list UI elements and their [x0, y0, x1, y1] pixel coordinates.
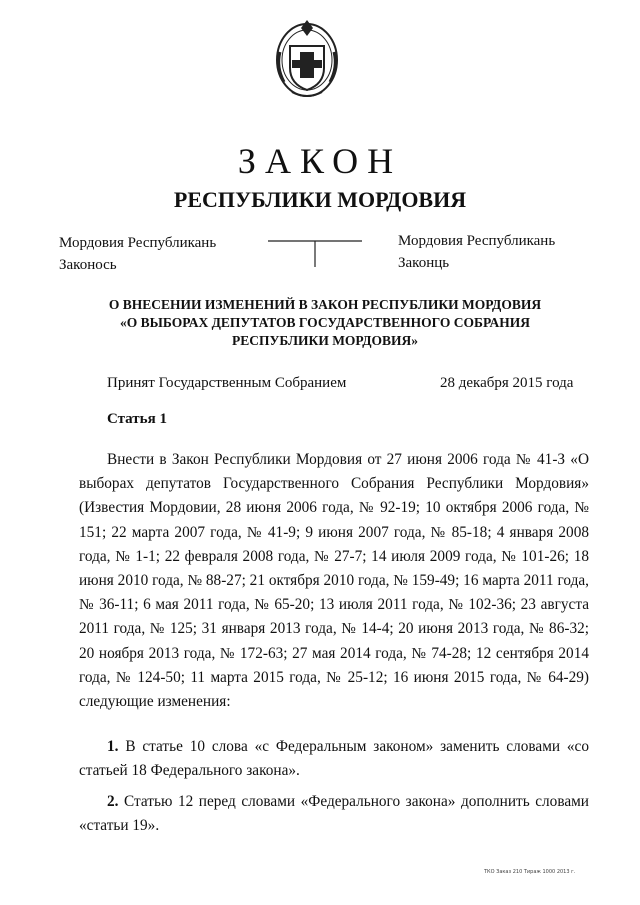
erzya-line-1: Мордовия Республикань [398, 233, 556, 249]
item-text: В статье 10 слова «с Федеральным законом» заменить словами «со статьей 18 Федерального закона». [79, 738, 589, 779]
adopted-date: 28 декабря 2015 года [440, 375, 574, 391]
title-divider [268, 240, 362, 268]
law-heading [90, 296, 560, 350]
item-number: 2. [107, 793, 119, 810]
coat-of-arms-icon [272, 12, 342, 102]
item-text: Статью 12 перед словами «Федерального закона» дополнить словами «статьи 19». [79, 793, 589, 834]
article-title: Статья 1 [107, 411, 167, 427]
adopted-label: Принят Государственным Собранием [107, 375, 347, 391]
article-item [79, 735, 589, 783]
article-item [79, 790, 589, 838]
article-intro: Внести в Закон Республики Мордовия от 27 июня 2006 года № 41-З «О выборах депутатов Государственного Собрания Республики Мордовия» (Известия Мордовии, 28 июня 2006 года, № 92-19; 10 октября 2006 года, № 151; 22 марта 2007 года, № 41-9; 9 июня 2007 года, № 85-18; 4 января 2008 года, № 1-1; 22 февраля 2008 года, № 27-7; 14 июля 2009 года, № 101-26; 18 июня 2010 года, № 88-27; 21 октября 2010 года, № 159-49; 16 марта 2011 года, № 36-11; 6 мая 2011 года, № 65-20; 13 июля 2011 года, № 102-36; 23 августа 2011 года, № 125; 31 января 2013 года, № 14-4; 20 июня 2013 года, № 86-32; 20 ноября 2013 года, № 172-63; 27 мая 2014 года, № 74-28; 12 сентября 2014 года, № 124-50; 11 марта 2015 года, № 25-12; 16 июня 2015 года, № 64-29) следующие изменения: [79, 451, 589, 711]
law-subtitle: РЕСПУБЛИКИ МОРДОВИЯ [173, 187, 467, 212]
law-title: ЗАКОН [237, 141, 403, 181]
erzya-title [398, 230, 555, 274]
moksha-title [59, 232, 216, 276]
moksha-line-2: Законось [59, 257, 117, 273]
heading-line-2: «О ВЫБОРАХ ДЕПУТАТОВ ГОСУДАРСТВЕННОГО СОБРАНИЯ [120, 315, 530, 330]
erzya-line-2: Законць [398, 255, 450, 271]
moksha-line-1: Мордовия Республикань [59, 235, 217, 251]
print-footer: ТКО Заказ 210 Тираж 1000 2013 г. [484, 869, 576, 875]
heading-line-3: РЕСПУБЛИКИ МОРДОВИЯ» [231, 333, 419, 348]
item-number: 1. [107, 738, 119, 755]
heading-line-1: О ВНЕСЕНИИ ИЗМЕНЕНИЙ В ЗАКОН РЕСПУБЛИКИ МОРДОВИЯ [108, 297, 542, 312]
